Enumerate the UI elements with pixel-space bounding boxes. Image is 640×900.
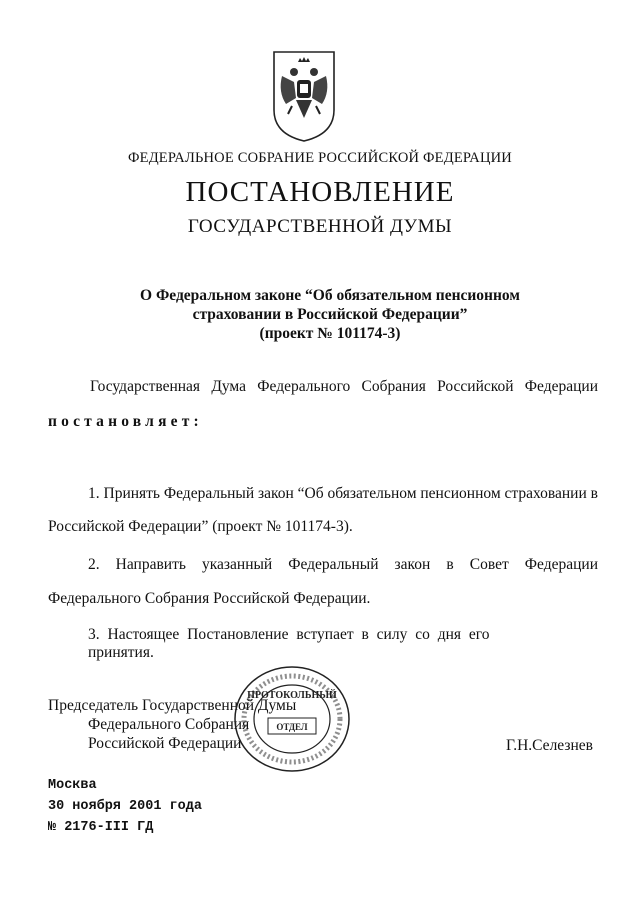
assembly-name: ФЕДЕРАЛЬНОЕ СОБРАНИЕ РОССИЙСКОЙ ФЕДЕРАЦИИ — [128, 150, 512, 166]
subject-line-2: страховании в Российской Федерации” — [192, 306, 468, 323]
item-1-line-2: Российской Федерации” (проект № 101174-3). — [48, 518, 353, 535]
city: Москва — [48, 778, 97, 793]
svg-text:ОТДЕЛ: ОТДЕЛ — [276, 722, 308, 732]
resolves-word: постановляет: — [48, 413, 203, 430]
date: 30 ноября 2001 года — [48, 799, 202, 814]
signatory-title-line-2: Федерального Собрания — [88, 716, 250, 733]
preamble: Государственная Дума Федерального Собрания Российской Федерации — [90, 378, 598, 395]
item-2-line-2: Федерального Собрания Российской Федерации. — [48, 590, 371, 607]
issuer-subtitle: ГОСУДАРСТВЕННОЙ ДУМЫ — [187, 216, 453, 237]
svg-text:ПРОТОКОЛЬНЫЙ: ПРОТОКОЛЬНЫЙ — [247, 690, 337, 701]
document-number: № 2176-III ГД — [48, 820, 154, 835]
item-3: 3. Настоящее Постановление вступает в силу со дня его принятия. — [88, 626, 490, 661]
state-emblem-icon — [270, 48, 338, 144]
signatory-title-line-1: Председатель Государственной Думы — [48, 697, 297, 714]
subject-line-1: О Федеральном законе “Об обязательном пенсионном — [140, 287, 520, 304]
document-type-title: ПОСТАНОВЛЕНИЕ — [185, 176, 455, 208]
subject-line-3: (проект № 101174-3) — [259, 325, 401, 342]
signatory-title-line-3: Российской Федерации — [88, 735, 242, 752]
official-stamp — [232, 664, 352, 774]
item-2-line-1: 2. Направить указанный Федеральный закон в Совет Федерации — [88, 556, 598, 573]
item-1-line-1: 1. Принять Федеральный закон “Об обязательном пенсионном страховании в — [88, 485, 598, 502]
signatory-name: Г.Н.Селезнев — [506, 737, 593, 754]
